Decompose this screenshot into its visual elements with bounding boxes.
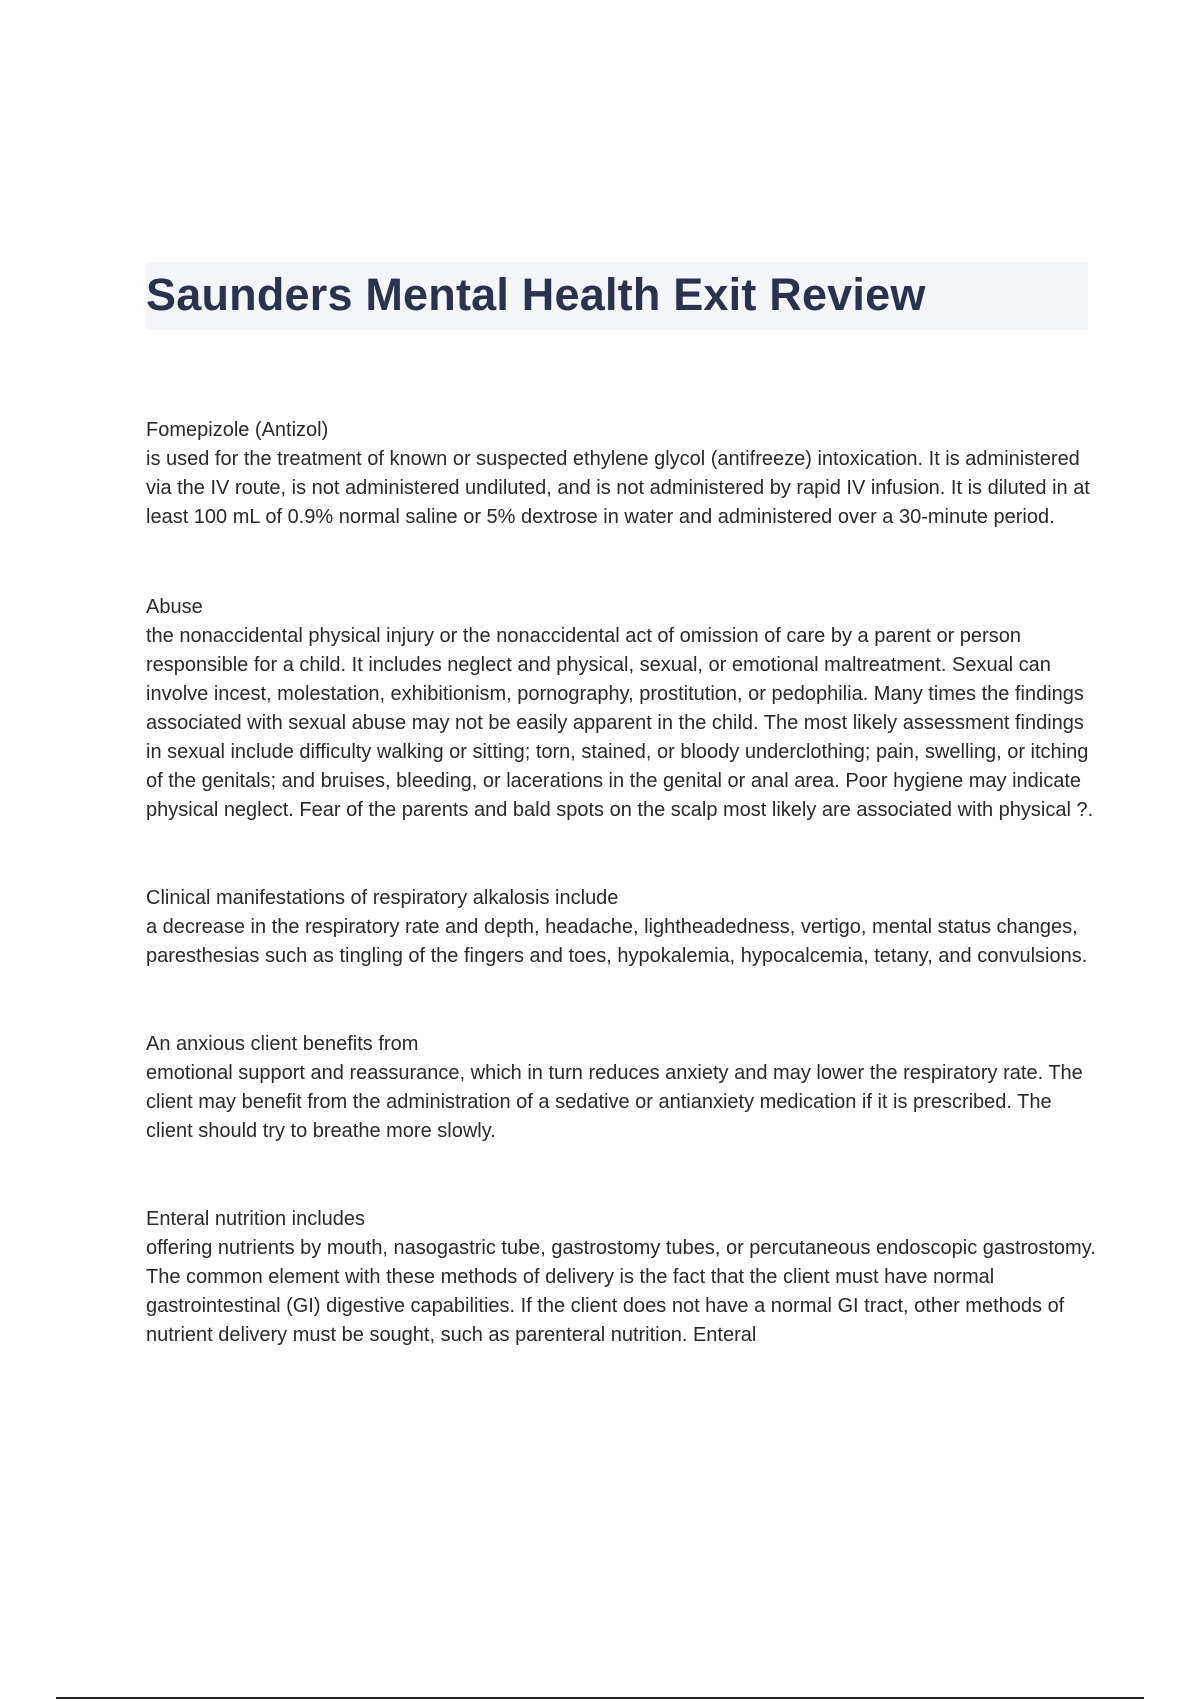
entry-term: An anxious client benefits from <box>146 1033 419 1055</box>
review-content <box>146 416 1096 1350</box>
entry-term: Enteral nutrition includes <box>146 1208 366 1230</box>
page-bottom-rule <box>56 1697 1144 1699</box>
entry-term: Abuse <box>146 596 203 618</box>
review-entry <box>146 1030 1096 1146</box>
review-entry <box>146 416 1096 532</box>
entry-definition: a decrease in the respiratory rate and depth, headache, lightheadedness, vertigo, mental status changes, paresthesias such as tingling of the fingers and toes, hypokalemia, hypocalcemia, tetany, and convulsions. <box>146 916 1088 967</box>
page-title: Saunders Mental Health Exit Review <box>146 269 926 320</box>
entry-definition: the nonaccidental physical injury or the nonaccidental act of omission of care by a parent or person responsible for a child. It includes neglect and physical, sexual, or emotional maltreatment. Sexual can involve incest, molestation, exhibitionism, pornography, prostitution, or pedophilia. Many times the findings associated with sexual abuse may not be easily apparent in the child. The most likely assessment findings in sexual include difficulty walking or sitting; torn, stained, or bloody underclothing; pain, swelling, or itching of the genitals; and bruises, bleeding, or lacerations in the genital or anal area. Poor hygiene may indicate physical neglect. Fear of the parents and bald spots on the scalp most likely are associated with physical ?. <box>146 625 1094 821</box>
entry-definition: is used for the treatment of known or suspected ethylene glycol (antifreeze) intoxication. It is administered via the IV route, is not administered undiluted, and is not administered by rapid IV infusion. It is diluted in at least 100 mL of 0.9% normal saline or 5% dextrose in water and administered over a 30-minute period. <box>146 448 1090 528</box>
review-entry <box>146 1205 1096 1350</box>
entry-term: Clinical manifestations of respiratory alkalosis include <box>146 887 619 909</box>
entry-definition: offering nutrients by mouth, nasogastric tube, gastrostomy tubes, or percutaneous endoscopic gastrostomy. The common element with these methods of delivery is the fact that the client must have normal gastrointestinal (GI) digestive capabilities. If the client does not have a normal GI tract, other methods of nutrient delivery must be sought, such as parenteral nutrition. Enteral <box>146 1237 1096 1346</box>
entry-definition: emotional support and reassurance, which in turn reduces anxiety and may lower the respiratory rate. The client may benefit from the administration of a sedative or antianxiety medication if it is prescribed. The client should try to breathe more slowly. <box>146 1062 1083 1142</box>
entry-term: Fomepizole (Antizol) <box>146 419 329 441</box>
title-banner <box>146 262 1088 330</box>
review-entry <box>146 593 1096 825</box>
review-entry <box>146 884 1096 971</box>
